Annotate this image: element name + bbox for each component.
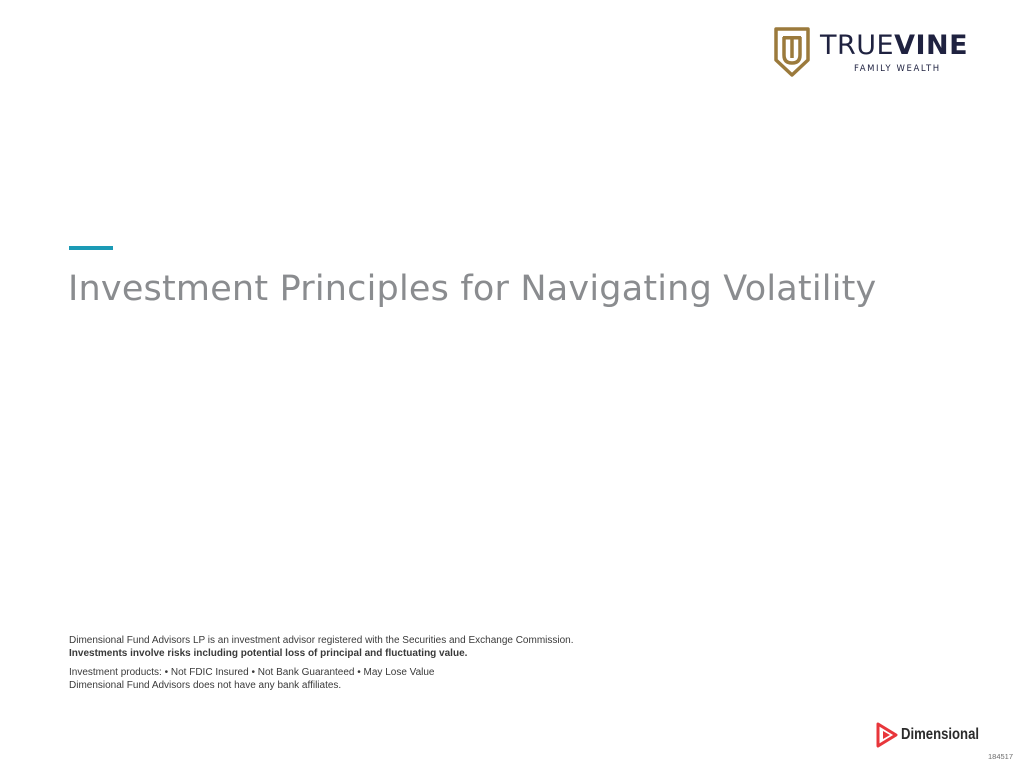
disclosure-registration: Dimensional Fund Advisors LP is an investment advisor registered with the Securities and Exchange Commission. bbox=[69, 635, 574, 646]
brand-bold-text: VINE bbox=[894, 30, 969, 61]
dimensional-wordmark: Dimensional bbox=[901, 726, 980, 743]
title-accent-bar bbox=[69, 246, 113, 250]
dimensional-play-mark-icon bbox=[876, 722, 898, 748]
truevine-wordmark bbox=[820, 30, 968, 62]
disclosure-products: Investment products: • Not FDIC Insured • Not Bank Guaranteed • May Lose Value bbox=[69, 667, 435, 678]
dimensional-logo bbox=[876, 722, 986, 748]
page-title: Investment Principles for Navigating Volatility bbox=[68, 269, 877, 309]
truevine-logo bbox=[774, 27, 984, 79]
disclosure-risk: Investments involve risks including potential loss of principal and fluctuating value. bbox=[69, 647, 468, 659]
slide-code: 184517 bbox=[988, 752, 1014, 761]
logo-tagline: FAMILY WEALTH bbox=[854, 64, 941, 74]
brand-light-text: TRUE bbox=[820, 30, 895, 61]
disclosure-affiliates: Dimensional Fund Advisors does not have any bank affiliates. bbox=[69, 679, 342, 691]
disclosure-block bbox=[69, 635, 629, 692]
shield-monogram-icon bbox=[774, 27, 810, 77]
